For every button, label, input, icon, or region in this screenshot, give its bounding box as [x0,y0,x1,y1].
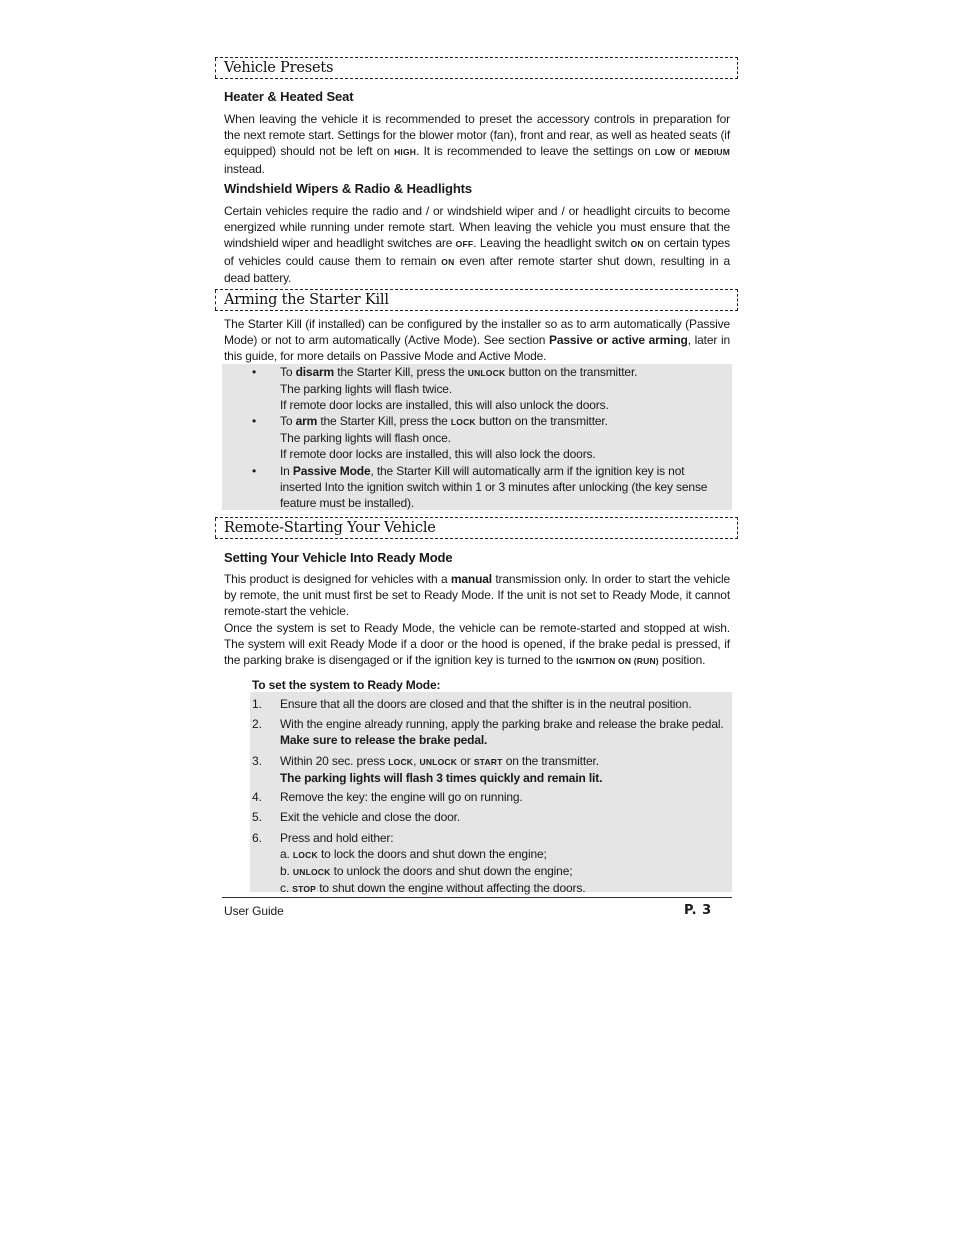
bullet-passive-mode: In Passive Mode, the Starter Kill will automatically arm if the ignition key is not inserted Into the ignition switch within 1 or 3 minutes after unlocking (the key sense feature must be installed). [280,464,708,511]
step-2: With the engine already running, apply the parking brake and release the brake pedal. Make sure to release the brake pedal. [280,717,724,747]
ready-paragraph-2: Once the system is set to Ready Mode, the vehicle can be remote-started and stopped at wish. The system will exit Ready Mode if a door or the hood is opened, if the brake pedal is pressed, if the parking brake is disengaged or if the ignition key is turned to the IGNITION ON (RUN) position. [224,621,730,668]
step-1: Ensure that all the doors are closed and that the shifter is in the neutral position. [280,697,692,711]
step-number: 2. [252,717,263,731]
arming-paragraph: The Starter Kill (if installed) can be configured by the installer so as to arm automatically (Passive Mode) or not to arm automatically (Active Mode). See section Passive or active arming, later in this guide, for more details on Passive Mode and Active Mode. [224,317,730,364]
ready-paragraph-1: This product is designed for vehicles with a manual transmission only. In order to start the vehicle by remote, the unit must first be set to Ready Mode. If the unit is not set to Ready Mode, it cannot remote-start the vehicle. [224,572,731,619]
section-title: Arming the Starter Kill [224,292,389,308]
wipers-paragraph: Certain vehicles require the radio and / or windshield wiper and / or headlight circuits to become energized while running under remote start. When leaving the vehicle you must ensure that the windshield wiper and headlight switches are OFF. Leaving the headlight switch ON on certain types of vehicles could cause them to remain ON even after remote starter shut down, resulting in a dead battery. [224,204,731,285]
bullet-icon: • [252,464,257,478]
wipers-heading: Windshield Wipers & Radio & Headlights [224,181,473,196]
step-number: 4. [252,790,263,804]
step-number: 3. [252,754,263,768]
ready-steps-heading: To set the system to Ready Mode: [252,678,441,692]
step-number: 5. [252,810,263,824]
bullet-icon: • [252,414,257,428]
bullet-arm: To arm the Starter Kill, press the LOCK button on the transmitter. The parking lights will flash once. If remote door locks are installed, this will also lock the doors. [280,414,608,462]
bullet-disarm: To disarm the Starter Kill, press the UNLOCK button on the transmitter. The parking lights will flash twice. If remote door locks are installed, this will also unlock the doors. [280,365,638,413]
footer-rule [222,897,732,898]
section-title: Vehicle Presets [224,60,334,76]
step-4: Remove the key: the engine will go on running. [280,790,523,804]
heater-heading: Heater & Heated Seat [224,89,354,104]
page-number: P. 3 [684,903,712,918]
section-header-arming [215,289,738,311]
heater-paragraph: When leaving the vehicle it is recommended to preset the accessory controls in preparation for the next remote start. Settings for the blower motor (fan), front and rear, as well as heated seats (if equipped) should not be left on HIGH. It is recommended to leave the settings on LOW or MEDIUM instead. [224,112,731,176]
ready-mode-heading: Setting Your Vehicle Into Ready Mode [224,550,453,565]
section-header-vehicle-presets [215,57,738,79]
footer-guide-label: User Guide [224,904,284,918]
step-number: 6. [252,831,263,845]
step-3: Within 20 sec. press LOCK, UNLOCK or START on the transmitter. The parking lights will flash 3 times quickly and remain lit. [280,754,603,785]
step-6: Press and hold either: a. LOCK to lock the doors and shut down the engine; b. UNLOCK to unlock the doors and shut down the engine; c. STOP to shut down the engine without affecting the doors. [280,831,586,895]
bullet-icon: • [252,365,257,379]
step-number: 1. [252,697,263,711]
step-5: Exit the vehicle and close the door. [280,810,461,824]
section-header-remote-starting [215,517,738,539]
section-title: Remote-Starting Your Vehicle [224,520,436,536]
